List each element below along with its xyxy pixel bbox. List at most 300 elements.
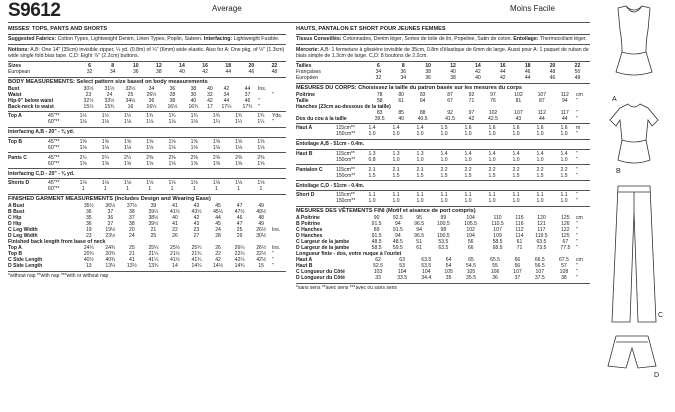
row-value: 43 (515, 115, 522, 122)
row-value: 107 (537, 91, 547, 98)
row-value: 110.5 (491, 220, 504, 227)
row-value: 38 (190, 85, 197, 92)
row-value: 65 (468, 257, 474, 264)
row-value: 28 (169, 91, 176, 98)
row-label: Back-neck to waist (8, 103, 54, 110)
row-value: 15 (258, 263, 265, 270)
yardage-value: 1.1 (368, 192, 376, 199)
row-value: 37 (514, 275, 521, 282)
pants-c-sketch (612, 186, 656, 322)
yardage-value: 1.0 (464, 131, 472, 138)
en-fabrics: Suggested Fabrics: Cotton Types, Lightweight Denim, Linen Types, Poplin, Sateen. Interfacing: Lightweight Fusible. (8, 36, 280, 43)
row-label: Hip-9" below waist (8, 97, 54, 104)
yardage-unit: Yds. (272, 113, 283, 120)
row-value: 24 (215, 226, 221, 233)
yardage-value: 1.0 (560, 198, 568, 205)
yardage-value: 1¼ (212, 119, 220, 126)
row-value: 39.5 (374, 115, 385, 122)
row-unit: cm (576, 214, 583, 221)
row-value: 40.5 (417, 115, 428, 122)
size-row-label: Européen (296, 75, 319, 82)
fr-body-table (296, 92, 590, 122)
fr-backlength-title: Longueur finie - dos, votre nuque à l'ourlet (296, 250, 402, 257)
yardage-value: 1½ (79, 113, 87, 120)
yardage-value: 1⅝ (146, 138, 154, 145)
row-value: 87 (539, 97, 545, 104)
yardage-value: 1.1 (488, 192, 496, 199)
yardage-label: Pantalon C (296, 166, 323, 173)
row-value: 42 (223, 85, 230, 92)
row-label: D Hip (8, 220, 22, 227)
row-value: 94 (416, 226, 422, 233)
row-value: 63.5 (421, 257, 432, 264)
row-value: 107 (493, 226, 502, 233)
row-value: 41½ (170, 257, 180, 264)
yardage-value: 1.5 (488, 172, 496, 179)
yardage-label (8, 119, 48, 125)
figure-label-a: A (612, 96, 617, 103)
size-value: 34 (375, 69, 382, 76)
row-value: 64 (419, 97, 426, 104)
row-value: 22 (215, 251, 221, 258)
yardage-value: 1⅛ (101, 180, 109, 187)
yardage-value: 1½ (124, 113, 132, 120)
yardage-value: 1 (126, 186, 129, 193)
size-value: 14 (179, 63, 185, 70)
yardage-label (296, 173, 336, 179)
row-value: 100.5 (436, 232, 450, 239)
row-value: 61 (398, 97, 404, 104)
row-value: 94 (561, 97, 568, 104)
yardage-value: 2⅜ (257, 154, 265, 161)
row-value: 58.5 (371, 244, 382, 251)
row-value: 42½ (256, 257, 267, 264)
row-value: 85 (398, 109, 404, 116)
yardage-unit: " (576, 156, 578, 163)
fr-finished-title: MESURES DES VÊTEMENTS FINI (Motif et aisance de port compris) (296, 208, 476, 215)
yardage-value: 1.4 (464, 150, 472, 157)
row-value: 107 (535, 269, 545, 276)
yardage-value: 1¾ (212, 113, 220, 120)
yardage-value: 1.0 (536, 198, 544, 205)
yardage-unit: " (576, 198, 578, 205)
yardage-value: 1.0 (392, 131, 400, 138)
row-label: D Hanches (296, 232, 323, 239)
yardage-value: 1 (148, 186, 152, 193)
yardage-value: 1⅛ (124, 180, 132, 187)
yardage-value: 1⅛ (212, 144, 220, 151)
yardage-value: 1.4 (416, 125, 424, 132)
en-backlength-title: Finished back length from base of neck (8, 238, 106, 245)
row-value: 22½ (256, 251, 267, 258)
size-value: 10 (132, 63, 139, 70)
row-value: 37 (244, 91, 251, 98)
yardage-value: 1.0 (512, 131, 520, 138)
yardage-label (296, 198, 336, 204)
row-value: 92 (468, 91, 475, 98)
yardage-value: 1.1 (440, 192, 448, 199)
yardage-value: 1.1 (464, 192, 472, 199)
row-value: 49 (258, 202, 265, 209)
yardage-value: 1⅝ (257, 160, 265, 167)
yardage-value: 1.6 (464, 125, 472, 132)
yardage-group (8, 139, 286, 151)
size-row (8, 69, 286, 75)
row-value: 26 (172, 232, 178, 239)
yardage-note: Entoilage C,D - 51cm - 0.4m. (296, 182, 365, 189)
row-value: 48.5 (371, 238, 382, 245)
yardage-value: 1.1 (536, 192, 544, 199)
row-value: 44 (215, 214, 221, 221)
row-value: 83 (376, 109, 383, 116)
yardage-label: Haut B (296, 150, 313, 157)
row-value: 64 (445, 257, 452, 264)
english-column (8, 26, 286, 279)
row-value: 26 (215, 245, 221, 252)
row-value: 37 (107, 208, 114, 215)
size-value: 40 (179, 69, 185, 76)
size-value: 6 (88, 63, 91, 70)
row-value: 44 (223, 97, 230, 104)
row-value: 14½ (213, 263, 224, 270)
row-value: 24¼ (83, 245, 94, 252)
row-value: 42 (215, 257, 221, 264)
row-value: 30 (190, 91, 197, 98)
size-value: 36 (400, 69, 407, 76)
yardage-value: 1⅝ (168, 138, 176, 145)
fabric-width: 45"** (48, 138, 60, 145)
row-value: 66 (514, 257, 521, 264)
size-value: 16 (499, 63, 506, 70)
row-value: 41 (172, 202, 178, 209)
row-value: 17 (207, 103, 213, 110)
top-b-sketch (610, 104, 658, 163)
yardage-row (296, 157, 590, 163)
row-value: 81 (515, 97, 522, 104)
row-value: 26½ (146, 91, 157, 98)
yardage-value: 1⅝ (168, 160, 176, 167)
row-value: 67 (562, 238, 569, 245)
yardage-value: 1⅝ (124, 160, 132, 167)
row-value: 17¼ (221, 103, 232, 110)
yardage-label: Haut A (296, 125, 313, 132)
row-value: 117 (560, 109, 569, 116)
fr-fabrics: Tissus Conseillés: Cotonnades, Denim léger, Sortes de toile de lin, Popeline, Satin de coton. Entoilage: Thermocollant léger. (296, 36, 587, 43)
row-value: 78 (376, 91, 383, 98)
yardage-value: 1.0 (416, 198, 424, 205)
fr-backlength-table (296, 257, 590, 281)
row-value: 98 (440, 226, 447, 233)
row-value: 38 (129, 208, 135, 215)
yardage-group (8, 180, 286, 192)
row-value: 25 (129, 245, 135, 252)
yardage-value: 1.3 (368, 150, 376, 157)
row-value: 89 (373, 226, 380, 233)
row-value: 41¾ (191, 257, 202, 264)
row-value: 41 (129, 257, 135, 264)
row-value: 23 (193, 226, 200, 233)
row-value: 38 (169, 97, 176, 104)
row-value: 13 (85, 263, 92, 270)
yardage-group (296, 151, 590, 163)
row-value: 34 (148, 85, 155, 92)
row-value: 41 (172, 220, 178, 227)
row-label: Waist (8, 91, 22, 98)
size-value: 34 (109, 69, 116, 76)
row-value: 40 (207, 85, 213, 92)
row-value: 23 (85, 91, 92, 98)
row-value: 21 (129, 251, 135, 258)
yardage-label (296, 157, 336, 163)
yardage-value: 1⅝ (124, 138, 132, 145)
row-value: 30½ (256, 232, 267, 239)
row-value: 36 (169, 85, 176, 92)
row-value: 19½ (105, 226, 116, 233)
row-value: 91.5 (371, 232, 382, 239)
row-value: 24 (129, 232, 135, 239)
row-value: 76 (490, 97, 496, 104)
row-value: 48.5 (392, 238, 403, 245)
row-value: 47 (236, 220, 243, 227)
row-value: 92 (447, 109, 453, 116)
row-value: 27 (193, 232, 200, 239)
yardage-label (8, 161, 48, 167)
row-value: 44 (244, 85, 251, 92)
yardage-value: 1¾ (146, 113, 154, 120)
row-label: Poitrine (296, 91, 315, 98)
yardage-value: 2⅜ (235, 154, 243, 161)
size-value: 32 (86, 69, 93, 76)
row-value: 59.5 (392, 244, 403, 251)
yardage-value: 1 (170, 186, 174, 193)
row-value: 24 (106, 91, 113, 98)
size-value: 42 (499, 75, 506, 82)
yardage-value: 1.5 (392, 172, 400, 179)
yardage-value: 1.0 (464, 198, 472, 205)
row-value: 71 (468, 97, 475, 104)
yardage-value: 2.1 (368, 166, 376, 173)
size-value: 36 (425, 75, 432, 82)
yardage-group (8, 129, 286, 135)
row-label: B Poitrine (296, 220, 321, 227)
row-value: 47 (236, 202, 243, 209)
yardage-value: 1.0 (488, 198, 496, 205)
yardage-value: 2¼ (101, 154, 109, 161)
row-value: 53 (399, 263, 405, 270)
row-value: 91.5 (392, 226, 403, 233)
row-unit: " (576, 244, 578, 251)
row-value: 65.5 (490, 257, 501, 264)
fr-sizes-table (296, 63, 590, 81)
row-value: 122 (561, 226, 570, 233)
row-value: 92.5 (392, 214, 403, 221)
row-unit: " (272, 251, 274, 258)
yardage-note: Interfacing C,D - 20" - ⅜ yd. (8, 170, 75, 177)
row-value: 63.5 (438, 244, 449, 251)
row-value: 31½ (104, 85, 115, 92)
row-value: 83 (419, 91, 426, 98)
yardage-value: 1⅛ (235, 144, 243, 151)
yardage-value: 1.3 (416, 150, 424, 157)
row-value: 40 (172, 214, 178, 221)
size-value: 48 (271, 69, 278, 76)
yardage-value: 1¾ (168, 113, 176, 120)
row-value: 38 (561, 275, 567, 282)
row-value: 104 (397, 269, 407, 276)
row-label: A Poitrine (296, 214, 320, 221)
row-value: 14¼ (191, 263, 202, 270)
yardage-row (8, 186, 286, 192)
size-value: 46 (248, 69, 255, 76)
row-value: 40½ (83, 257, 94, 264)
yardage-value: 0.8 (368, 156, 376, 163)
yardage-value: 1.6 (488, 125, 496, 132)
yardage-value: 1.0 (416, 156, 424, 163)
yardage-value: 1.6 (560, 125, 568, 132)
yardage-value: 1.0 (440, 156, 448, 163)
row-value: 108 (559, 269, 569, 276)
row-value: 105.5 (464, 220, 478, 227)
row-value: 87 (447, 91, 453, 98)
row-value: 63.5 (536, 238, 547, 245)
size-value: 42 (475, 69, 481, 76)
yardage-label: Pants C (8, 154, 27, 161)
shorts-d-sketch (608, 336, 656, 368)
row-unit: " (576, 232, 578, 239)
fr-title: HAUTS, PANTALON ET SHORT POUR JEUNES FEMMES (296, 26, 446, 32)
size-value: 20 (549, 63, 556, 70)
row-value: 41.5 (445, 115, 455, 122)
yardage-value: 1.4 (392, 125, 400, 132)
yardage-value: 2.2 (560, 166, 568, 173)
row-value: 94 (395, 220, 401, 227)
yardage-value: 1 (192, 186, 196, 193)
en-body-table (8, 86, 286, 110)
row-value: 45 (215, 220, 221, 227)
row-label: C Hip (8, 214, 22, 221)
row-value: 97 (490, 91, 496, 98)
row-value: 41½ (170, 208, 180, 215)
row-value: 104 (421, 269, 431, 276)
row-label: Top B (8, 251, 23, 258)
row-value: 125 (561, 214, 570, 221)
yardage-value: 1⅝ (257, 138, 265, 145)
row-value: 36 (492, 275, 498, 282)
table-row (296, 275, 590, 281)
row-label: C Longueur du Côté (296, 269, 345, 276)
yardage-group (296, 125, 590, 137)
yardage-value: 1.5 (536, 172, 544, 179)
header-rule (8, 22, 590, 23)
row-value: 77.5 (560, 244, 571, 251)
row-unit: " (576, 109, 578, 116)
row-label: Hanches (23cm au-dessous de la taille) (296, 103, 391, 110)
row-value: 15½ (83, 103, 94, 110)
row-value: 45 (215, 202, 221, 209)
size-value: 34 (400, 75, 407, 82)
row-value: 110 (493, 214, 502, 221)
yardage-value: 1.6 (536, 125, 544, 132)
row-value: 43 (193, 220, 200, 227)
size-value: 40 (475, 75, 481, 82)
row-value: 45½ (213, 208, 224, 215)
row-value: 39 (150, 202, 157, 209)
en-sizes-table (8, 63, 286, 75)
row-value: 44 (539, 115, 545, 122)
row-value: 20¾ (105, 251, 116, 258)
size-value: 16 (202, 63, 208, 70)
yardage-value: 1.0 (488, 156, 496, 163)
yardage-value: 2⅜ (146, 154, 154, 161)
row-value: 49½ (256, 208, 267, 215)
row-unit: " (576, 263, 578, 270)
yardage-value: 1.4 (488, 150, 496, 157)
fabric-width: 150cm** (336, 156, 356, 163)
yardage-group (296, 141, 590, 147)
yardage-unit: m (576, 125, 581, 132)
row-label: Taille (296, 97, 309, 104)
yardage-value: 1⅛ (168, 119, 176, 126)
yardage-value: 2.2 (488, 166, 496, 173)
yardage-label (296, 131, 336, 137)
row-unit: Ins. (258, 85, 267, 92)
row-value: 56 (467, 238, 474, 245)
yardage-value: 1.0 (512, 156, 520, 163)
yardage-value: 1½ (101, 113, 109, 120)
yardage-unit: " (576, 131, 578, 138)
yardage-group (296, 192, 590, 204)
fabric-width: 45"** (48, 113, 60, 120)
row-value: 102 (488, 109, 498, 116)
row-value: 42 (207, 97, 213, 104)
yardage-value: 1.3 (392, 150, 400, 157)
top-a-sketch (616, 6, 652, 75)
row-value: 112 (560, 91, 569, 98)
yardage-value: 2⅜ (212, 154, 220, 161)
row-label: C Largeur de la jambe (296, 238, 350, 245)
garment-sketches (596, 0, 675, 412)
row-value: 46 (236, 214, 243, 221)
row-value: 25½ (170, 245, 180, 252)
en-notions: Notions: A,B: One 14" (35cm) invisible zipper, ¼ yd. (0.8m) of ¼" (6mm) wide elastic. Also for A: One pkg. of ½" (1.3cm) wide single fold bias tape. C,D: Eight ⅞" (2.2cm) buttons. (8, 46, 285, 59)
yardage-unit: " (576, 150, 578, 157)
row-value: 17¾ (242, 103, 253, 110)
row-value: 97 (468, 109, 475, 116)
yardage-value: 2¼ (79, 154, 87, 161)
figure-label-c: C (658, 312, 664, 319)
size-value: 6 (377, 63, 380, 70)
yardage-value: 1⅝ (79, 160, 87, 167)
row-value: 95 (416, 214, 422, 221)
row-value: 43 (193, 202, 200, 209)
row-value: 104 (466, 232, 475, 239)
yardage-value: 1.0 (416, 131, 424, 138)
row-value: 96.5 (414, 232, 425, 239)
yardage-value: 1.0 (464, 156, 472, 163)
size-value: 12 (156, 63, 162, 70)
row-label: B Bust (8, 208, 25, 215)
pattern-number: S9612 (8, 0, 61, 21)
row-value: 38½ (148, 214, 159, 221)
yardage-row (296, 198, 590, 204)
size-value: 46 (524, 69, 531, 76)
row-value: 26½ (256, 226, 267, 233)
size-value: 44 (524, 75, 531, 82)
row-value: 23 (85, 232, 92, 239)
row-value: 36 (85, 208, 92, 215)
row-value: 105 (466, 269, 476, 276)
yardage-value: 1.1 (416, 192, 424, 199)
